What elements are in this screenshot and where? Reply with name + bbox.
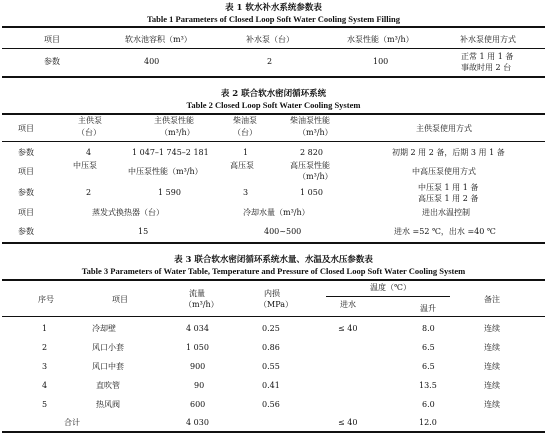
table3-bottom-rule xyxy=(2,431,545,433)
row-no: 5 xyxy=(42,400,48,409)
table2-h2-high: 高压泵 xyxy=(230,161,254,170)
row-flow: 1 050 xyxy=(186,343,209,352)
table2-h1-usage: 主供泵使用方式 xyxy=(416,124,472,133)
table1-header-item: 项目 xyxy=(44,35,60,44)
table2-h2-usage: 中高压泵使用方式 xyxy=(412,167,476,176)
table2-h2-hperf-l1: 高压泵性能 xyxy=(290,161,330,170)
total-flow: 4 030 xyxy=(186,418,209,427)
total-temp-rise: 12.0 xyxy=(419,418,437,427)
row-temp-in: ≤ 40 xyxy=(338,324,358,333)
table1-performance-value: 100 xyxy=(373,57,389,66)
row-temp-rise: 13.5 xyxy=(419,381,437,390)
row-note: 连续 xyxy=(484,324,500,333)
table2-r3-label: 参数 xyxy=(18,227,34,236)
table2-h3-item: 项目 xyxy=(18,208,34,217)
table2-r1-usage: 初期 2 用 2 备，后期 3 用 1 备 xyxy=(392,148,505,157)
table1-mid-rule xyxy=(2,48,545,49)
table2-caption-en: Table 2 Closed Loop Soft Water Cooling System xyxy=(186,100,361,110)
row-item: 风口中套 xyxy=(92,362,124,371)
table2-r3-cooling: 400~500 xyxy=(264,227,302,236)
row-note: 连续 xyxy=(484,343,500,352)
table1-header-pumps: 补水泵（台） xyxy=(246,35,294,44)
table2-h2-hperf-l2: （m³/h） xyxy=(298,172,333,181)
table2-bottom-rule xyxy=(2,242,545,244)
row-no: 3 xyxy=(42,362,48,371)
row-flow: 600 xyxy=(190,400,206,409)
table2-r1-label: 参数 xyxy=(18,148,34,157)
table1-bottom-rule xyxy=(2,76,545,78)
row-flow: 4 034 xyxy=(186,324,209,333)
table1-row-label: 参数 xyxy=(44,57,60,66)
row-flow: 90 xyxy=(194,381,205,390)
table2-h3-exchangers: 蒸发式换热器（台） xyxy=(92,208,164,217)
row-note: 连续 xyxy=(484,381,500,390)
row-item: 风口小套 xyxy=(92,343,124,352)
row-pressure: 0.55 xyxy=(262,362,280,371)
table2-r2-usage-l1: 中压泵 1 用 1 备 xyxy=(418,183,479,192)
table2-h1-diesel-l1: 柴油泵 xyxy=(233,116,257,125)
table3-top-rule xyxy=(2,279,545,281)
table3-h-flow-l1: 流量 xyxy=(189,289,205,298)
table3-temp-subrule xyxy=(326,296,450,297)
table1-header-usage: 补水泵使用方式 xyxy=(460,35,516,44)
table2-h2-midperf: 中压泵性能（m³/h） xyxy=(128,167,203,176)
row-item: 冷却壁 xyxy=(92,324,116,333)
row-pressure: 0.41 xyxy=(262,381,280,390)
table2-caption-cn: 表 2 联合软水密闭循环系统 xyxy=(220,89,327,99)
table1-caption-en: Table 1 Parameters of Closed Loop Soft Water Cooling System Filling xyxy=(147,14,400,24)
row-no: 1 xyxy=(42,324,48,333)
table3-h-pressure-l2: （MPa） xyxy=(259,300,293,309)
table2-h1-pumps-l2: （台） xyxy=(77,128,101,137)
row-note: 连续 xyxy=(484,362,500,371)
table1-header-performance: 水泵性能（m³/h） xyxy=(347,35,414,44)
table3-h-temp-rise: 温升 xyxy=(420,304,436,313)
table2-h3-temp: 进出水温控制 xyxy=(422,208,470,217)
row-flow: 900 xyxy=(190,362,206,371)
row-no: 2 xyxy=(42,343,48,352)
row-temp-rise: 6.5 xyxy=(422,362,435,371)
table3-caption-cn: 表 3 联合软水密闭循环系统水量、水温及水压参数表 xyxy=(174,255,373,265)
table2-r2-midperf: 1 590 xyxy=(158,188,181,197)
row-pressure: 0.25 xyxy=(262,324,280,333)
table2-h1-diesel-l2: （台） xyxy=(233,128,257,137)
table3-caption-en: Table 3 Parameters of Water Table, Temperature and Pressure of Closed Loop Soft Water Cooling System xyxy=(81,266,466,276)
table2-top-rule xyxy=(2,113,545,115)
table2-r2-high: 3 xyxy=(243,188,249,197)
row-item: 热风阀 xyxy=(96,400,120,409)
table2-h1-perf-l1: 主供泵性能 xyxy=(154,116,194,125)
row-no: 4 xyxy=(42,381,48,390)
row-temp-rise: 6.5 xyxy=(422,343,435,352)
row-temp-rise: 6.0 xyxy=(422,400,435,409)
table3-h-temp-in: 进水 xyxy=(340,300,356,309)
table2-h1-pumps-l1: 主供泵 xyxy=(78,116,102,125)
total-temp-in: ≤ 40 xyxy=(338,418,358,427)
table1-usage-line2: 事故时用 2 台 xyxy=(461,63,512,72)
table2-r1-perf: 1 047–1 745–2 181 xyxy=(132,148,209,157)
table3-h-item: 项目 xyxy=(112,295,128,304)
total-label: 合计 xyxy=(64,418,80,427)
table2-h2-item: 项目 xyxy=(18,167,34,176)
row-item: 直吹管 xyxy=(96,381,120,390)
table3-header-rule xyxy=(2,316,545,317)
table2-r1-diesel: 1 xyxy=(243,148,249,157)
table3-h-note: 备注 xyxy=(484,295,500,304)
row-pressure: 0.86 xyxy=(262,343,280,352)
row-note: 连续 xyxy=(484,400,500,409)
table2-r1-dperf: 2 820 xyxy=(300,148,323,157)
table2-h3-cooling: 冷却水量（m³/h） xyxy=(243,208,310,217)
table2-h1-dperf-l2: （m³/h） xyxy=(298,128,333,137)
row-pressure: 0.56 xyxy=(262,400,280,409)
table3-h-temp: 温度（℃） xyxy=(370,283,411,292)
table2-r3-temp: 进水 =52 ℃，出水 =40 ℃ xyxy=(394,227,496,236)
table1-volume-value: 400 xyxy=(144,57,160,66)
table1-caption-cn: 表 1 软水补水系统参数表 xyxy=(225,3,322,13)
table2-r2-hperf: 1 050 xyxy=(300,188,323,197)
table1-usage-line1: 正常 1 用 1 备 xyxy=(461,52,514,61)
table2-h1-perf-l2: （m³/h） xyxy=(160,128,195,137)
table1-header-volume: 软水池容积（m³） xyxy=(125,35,192,44)
table2-h1-dperf-l1: 柴油泵性能 xyxy=(290,116,330,125)
table2-r3-exchangers: 15 xyxy=(138,227,149,236)
table2-r1-pumps: 4 xyxy=(86,148,92,157)
row-temp-rise: 8.0 xyxy=(422,324,435,333)
table3-h-no: 序号 xyxy=(38,295,54,304)
table2-rule-1 xyxy=(2,141,545,142)
table2-h1-item: 项目 xyxy=(18,124,34,133)
table3-h-flow-l2: （m³/h） xyxy=(184,300,219,309)
table2-h2-mid: 中压泵 xyxy=(73,161,97,170)
table2-r2-label: 参数 xyxy=(18,188,34,197)
table1-pumps-value: 2 xyxy=(267,57,273,66)
table3-h-pressure-l1: 内损 xyxy=(264,289,280,298)
table1-top-rule xyxy=(2,26,545,28)
table2-r2-usage-l2: 高压泵 1 用 2 备 xyxy=(418,194,479,203)
table2-r2-mid: 2 xyxy=(86,188,92,197)
